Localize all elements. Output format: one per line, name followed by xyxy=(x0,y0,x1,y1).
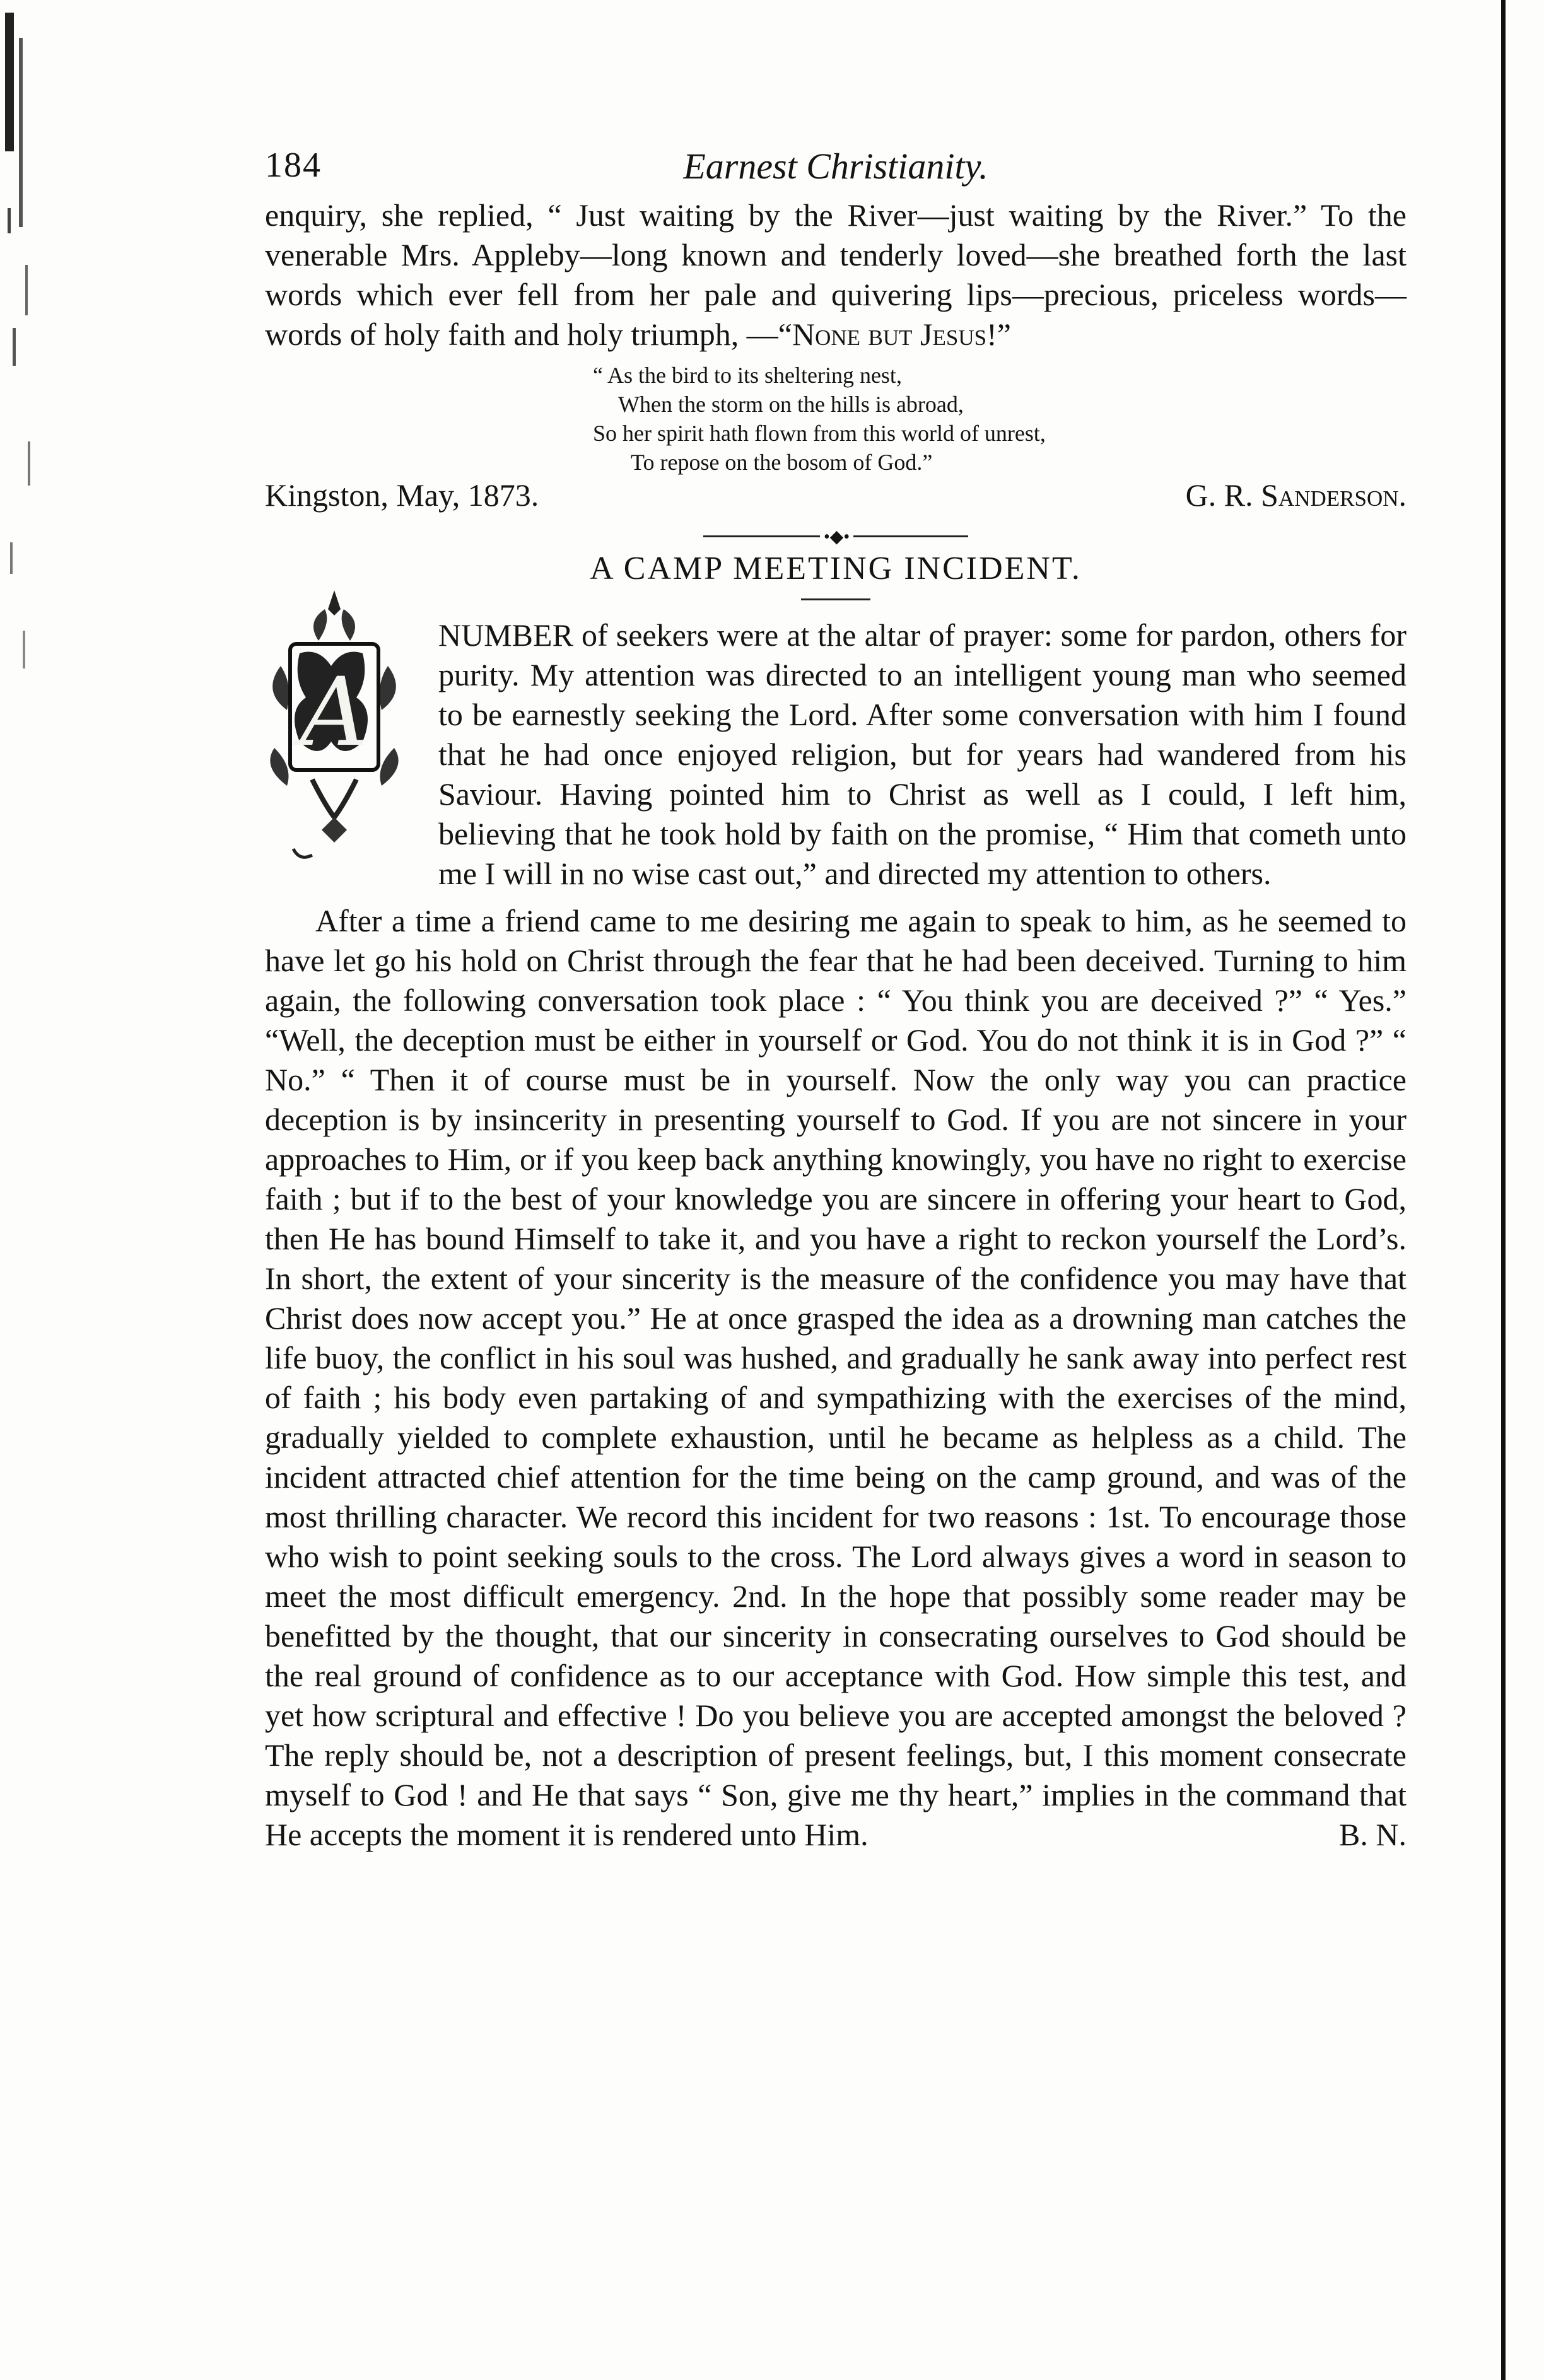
author-signature: G. R. Sanderson. xyxy=(1185,477,1407,513)
none-but-jesus: None but Jesus xyxy=(792,317,987,352)
page-number: 184 xyxy=(265,146,322,185)
previous-article-paragraph xyxy=(265,195,1407,354)
article-body xyxy=(265,615,1407,1855)
title-rule xyxy=(801,598,870,600)
article-paragraph: NUMBER of seekers were at the altar of prayer: some for pardon, others for purity. My attention was directed to an intelligent young man who seemed to be earnestly seeking the Lord. After some conversation with him I found that he had once enjoyed religion, but for years had wandered from his Saviour. Having pointed him to Christ as well as I could, I left him, believing that he took hold by faith on the promise, “ Him that cometh unto me I will in no wise cast out,” and directed my attention to others. xyxy=(438,617,1407,891)
previous-article-signature-line xyxy=(265,477,1407,521)
binding-edge xyxy=(1501,0,1506,2380)
paragraph-end: !” xyxy=(986,317,1011,352)
article-signature: B. N. xyxy=(1339,1817,1407,1852)
article-title: A CAMP MEETING INCIDENT. xyxy=(590,551,1082,586)
poem-line: So her spirit hath flown from this world of unrest, xyxy=(593,421,1046,446)
scan-specks xyxy=(0,0,44,757)
section-divider xyxy=(703,527,968,547)
page-header xyxy=(265,126,1407,195)
paragraph-text: After a time a friend came to me desiring me again to speak to him, as he seemed to have let go his hold on Christ through the fear that he had been deceived. Turning to him again, the following conversation took place : “ You think you are deceived ?” “ Yes.” “Well, the deception must be either in yourself or God. You do not think it is in God ?” “ No.” “ Then it of course must be in yourself. Now the only way you can practice deception is by insincerity in presenting yourself to God. If you are not sincere in your approaches to Him, or if you keep back anything knowingly, you have no right to exercise faith ; but if to the best of your knowledge you are sincere in offering your heart to God, then He has bound Himself to take it, and you have a right to reckon yourself the Lord’s. In short, the extent of your sincerity is the measure of the confidence you may have that Christ does now accept you.” He at once grasped the idea as a drowning man catches the life buoy, the conflict in his soul was hushed, and gradually he sank away into perfect rest of faith ; his body even partaking of and sympathizing with the exercises of the mind, gradually yielded to complete exhaustion, until he became as helpless as a child. The incident attracted chief attention for the time being on the camp ground, and was of the most thrilling character. We record this incident for two reasons : 1st. To encourage those who wish to point seeking souls to the cross. The Lord always gives a word in season to meet the most difficult emergency. 2nd. In the hope that possibly some reader may be benefitted by the thought, that our sincerity in consecrating ourselves to God should be the real ground of confidence as to our acceptance with God. How simple this test, and yet how scriptural and effective ! Do you believe you are accepted amongst the beloved ? The reply should be, not a description of present feelings, but, I this moment consecrate myself to God ! and He that says “ Son, give me thy heart,” implies in the command that He accepts the moment it is rendered unto Him. xyxy=(265,903,1407,1852)
running-title: Earnest Christianity. xyxy=(683,146,988,187)
paragraph-text: enquiry, she replied, “ Just waiting by the River—just waiting by the River.” To the venerable Mrs. Appleby—long known and tenderly loved—she breathed forth the last words which ever fell from her pale and quivering lips—precious, priceless words—words of holy faith and holy triumph, —“ xyxy=(265,197,1407,352)
ornamental-dropcap-icon xyxy=(255,584,413,874)
article-paragraph xyxy=(265,901,1407,1855)
poem-line: To repose on the bosom of God.” xyxy=(631,450,933,475)
page-content xyxy=(265,126,1407,1855)
place-date: Kingston, May, 1873. xyxy=(265,477,539,513)
poem xyxy=(593,361,1407,477)
poem-line: When the storm on the hills is abroad, xyxy=(618,392,964,417)
divider-ornament-icon: •◆• xyxy=(820,526,853,547)
poem-line: “ As the bird to its sheltering nest, xyxy=(593,363,902,388)
svg-text:A: A xyxy=(300,658,369,767)
